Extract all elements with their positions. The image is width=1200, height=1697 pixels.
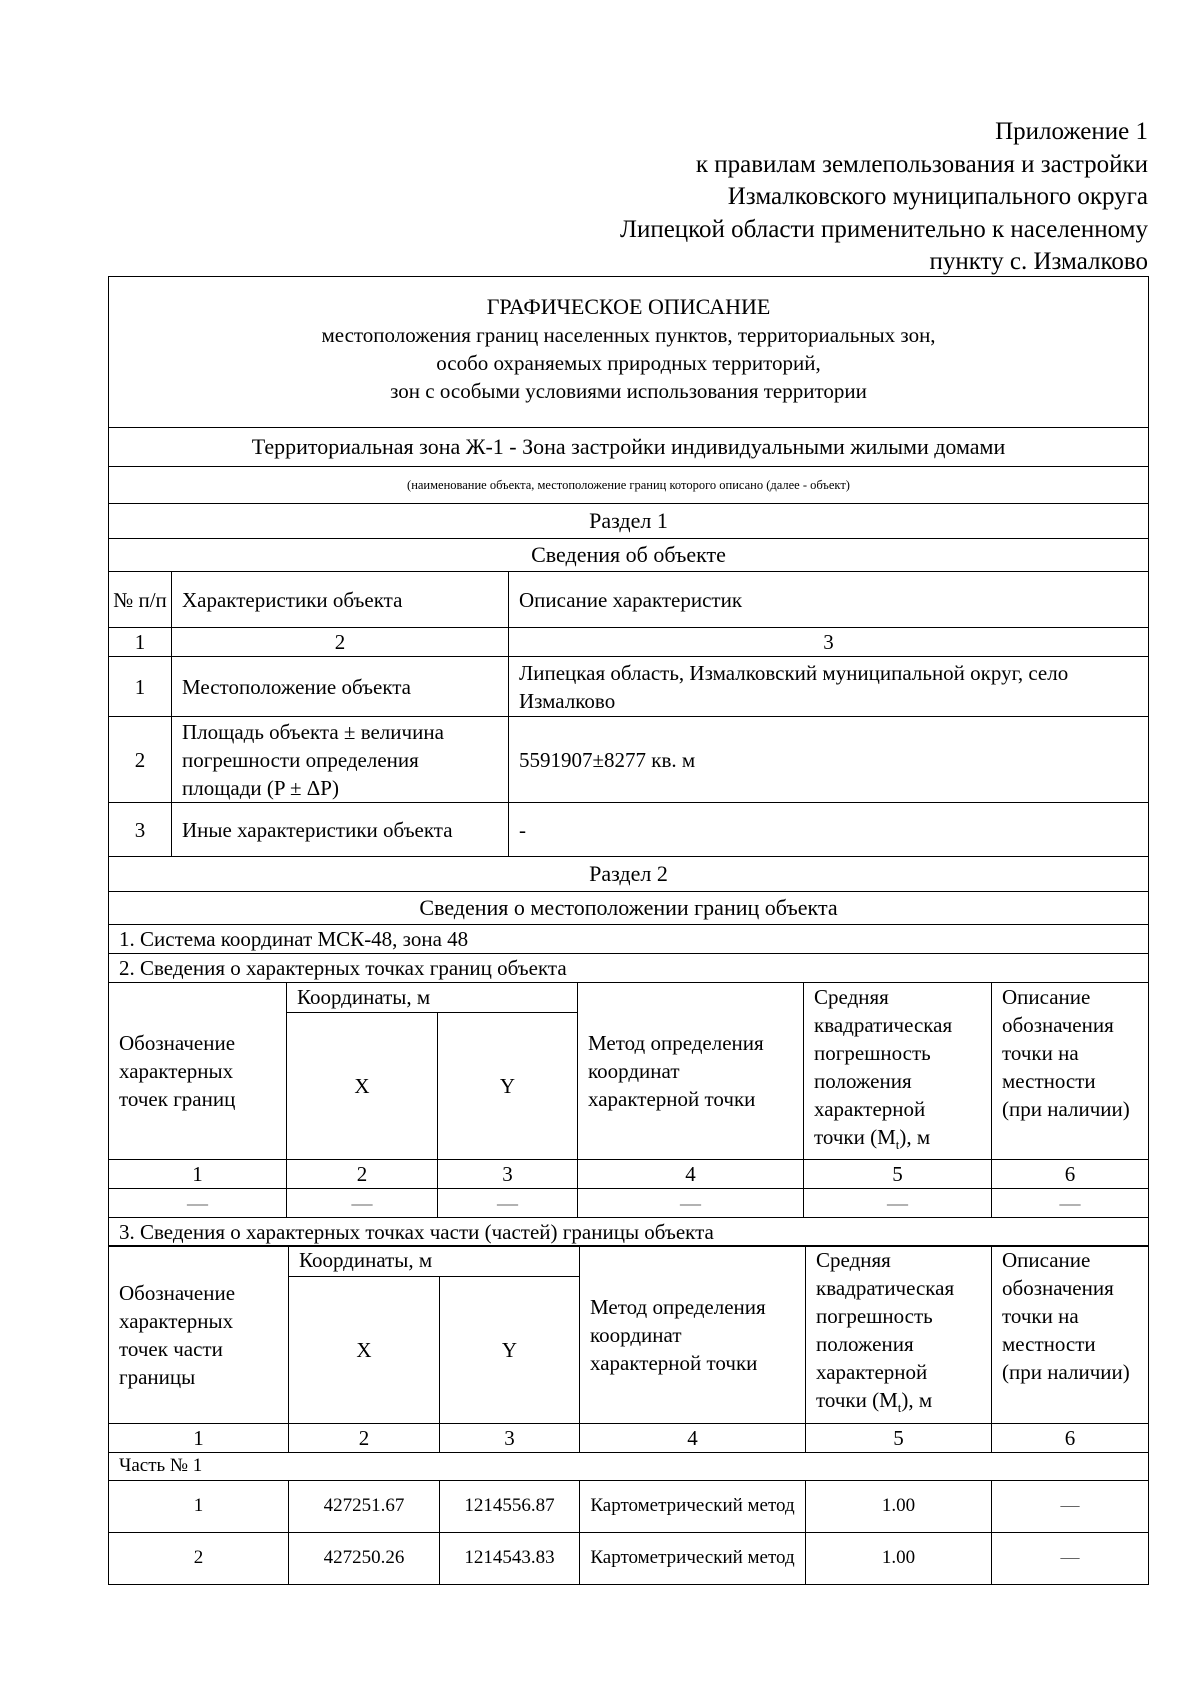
boundary-points-table xyxy=(108,982,1149,1247)
point-method: Картометрический метод xyxy=(580,1480,806,1532)
point-x: 427250.26 xyxy=(289,1532,440,1584)
appendix-header xyxy=(528,116,1148,279)
column-index: 6 xyxy=(992,1159,1149,1188)
part-label: Часть № 1 xyxy=(109,1452,1149,1480)
document-title: ГРАФИЧЕСКОЕ ОПИСАНИЕ xyxy=(486,294,771,319)
document-title-row xyxy=(109,277,1149,428)
col-location-desc-header: Описание обозначения точки на местности (при наличии) xyxy=(992,982,1149,1159)
point-error: 1.00 xyxy=(806,1480,992,1532)
point-x: 427251.67 xyxy=(289,1480,440,1532)
section1-table xyxy=(108,276,1149,983)
empty-row xyxy=(109,1188,1149,1217)
document-subtitle: особо охраняемых природных территорий, xyxy=(436,351,821,375)
point-method: Картометрический метод xyxy=(580,1532,806,1584)
document-subtitle: местоположения границ населенных пунктов, территориальных зон, xyxy=(321,323,936,347)
col-error-header: Средняя квадратическая погрешность положения характерной точки $(M_t)$, м xyxy=(804,982,992,1159)
section1-subtitle: Сведения об объекте xyxy=(109,539,1149,572)
point-desc: — xyxy=(992,1480,1149,1532)
points-title: 2. Сведения о характерных точках границ объекта xyxy=(109,954,1149,983)
column-index: 2 xyxy=(287,1159,438,1188)
coordinate-system: 1. Система координат МСК-48, зона 48 xyxy=(109,925,1149,954)
appendix-line: Измалковского муниципального округа xyxy=(727,183,1148,210)
column-index: 4 xyxy=(580,1423,806,1452)
column-index: 6 xyxy=(992,1423,1149,1452)
appendix-line: к правилам землепользования и застройки xyxy=(695,150,1148,178)
table-row xyxy=(109,803,1149,857)
col-method-header: Метод определения координат характерной точки xyxy=(578,982,804,1159)
col-x-header: X xyxy=(287,1013,438,1160)
empty-cell: — xyxy=(438,1188,578,1217)
col-designation-header: Обозначение характерных точек границ xyxy=(109,982,287,1159)
document-subtitle: зон с особыми условиями использования территории xyxy=(390,379,867,403)
object-name: Территориальная зона Ж-1 - Зона застройки индивидуальными жилыми домами xyxy=(109,428,1149,467)
empty-cell: — xyxy=(109,1188,287,1217)
col-location-desc-header: Описание обозначения точки на местности (при наличии) xyxy=(992,1246,1149,1423)
column-index: 2 xyxy=(172,628,509,657)
empty-cell: — xyxy=(992,1188,1149,1217)
column-index: 2 xyxy=(289,1423,440,1452)
appendix-line: Приложение 1 xyxy=(995,118,1148,145)
row-num: 1 xyxy=(109,657,172,717)
table-header-row xyxy=(109,572,1149,628)
col-y-header: Y xyxy=(438,1013,578,1160)
row-characteristic: Площадь объекта ± величина погрешности определения площади (P ± ΔP) xyxy=(172,717,509,803)
table-header-row xyxy=(109,1246,1149,1276)
column-index: 5 xyxy=(804,1159,992,1188)
table-row xyxy=(109,657,1149,717)
section1-title: Раздел 1 xyxy=(109,504,1149,539)
col-desc-header: Описание характеристик xyxy=(509,572,1149,628)
table-row xyxy=(109,1532,1149,1584)
table-row xyxy=(109,1480,1149,1532)
col-num-header: № п/п xyxy=(109,572,172,628)
col-method-header: Метод определения координат характерной точки xyxy=(580,1246,806,1423)
column-index: 3 xyxy=(440,1423,580,1452)
row-num: 2 xyxy=(109,717,172,803)
section2-title: Раздел 2 xyxy=(109,857,1149,892)
point-y: 1214543.83 xyxy=(440,1532,580,1584)
object-name-note: (наименование объекта, местоположение границ которого описано (далее - объект) xyxy=(109,467,1149,504)
col-designation-header: Обозначение характерных точек части границы xyxy=(109,1246,289,1423)
point-num: 1 xyxy=(109,1480,289,1532)
row-description: - xyxy=(509,803,1149,857)
row-characteristic: Иные характеристики объекта xyxy=(172,803,509,857)
row-num: 3 xyxy=(109,803,172,857)
column-index: 3 xyxy=(438,1159,578,1188)
col-x-header: X xyxy=(289,1276,440,1423)
empty-cell: — xyxy=(287,1188,438,1217)
point-desc: — xyxy=(992,1532,1149,1584)
column-index: 1 xyxy=(109,1423,289,1452)
section2-subtitle: Сведения о местоположении границ объекта xyxy=(109,892,1149,925)
appendix-line: пункту с. Измалково xyxy=(929,248,1148,275)
parts-title: 3. Сведения о характерных точках части (частей) границы объекта xyxy=(109,1217,1149,1246)
description-sheet xyxy=(108,276,1148,1585)
column-index: 5 xyxy=(806,1423,992,1452)
col-y-header: Y xyxy=(440,1276,580,1423)
row-characteristic: Местоположение объекта xyxy=(172,657,509,717)
part-points-table xyxy=(108,1245,1149,1584)
column-index-row xyxy=(109,628,1149,657)
column-index-row xyxy=(109,1159,1149,1188)
col-coords-header: Координаты, м xyxy=(289,1246,580,1276)
empty-cell: — xyxy=(804,1188,992,1217)
col-char-header: Характеристики объекта xyxy=(172,572,509,628)
appendix-line: Липецкой области применительно к населенному xyxy=(619,215,1148,243)
column-index: 3 xyxy=(509,628,1149,657)
col-error-header: Средняя квадратическая погрешность положения характерной точки $(M_t)$, м xyxy=(806,1246,992,1423)
point-error: 1.00 xyxy=(806,1532,992,1584)
table-row xyxy=(109,717,1149,803)
empty-cell: — xyxy=(578,1188,804,1217)
row-description: Липецкая область, Измалковский муниципальной округ, село Измалково xyxy=(509,657,1149,717)
column-index-row xyxy=(109,1423,1149,1452)
col-coords-header: Координаты, м xyxy=(287,982,578,1012)
point-num: 2 xyxy=(109,1532,289,1584)
column-index: 1 xyxy=(109,1159,287,1188)
row-description: 5591907±8277 кв. м xyxy=(509,717,1149,803)
column-index: 4 xyxy=(578,1159,804,1188)
table-header-row xyxy=(109,982,1149,1012)
point-y: 1214556.87 xyxy=(440,1480,580,1532)
column-index: 1 xyxy=(109,628,172,657)
